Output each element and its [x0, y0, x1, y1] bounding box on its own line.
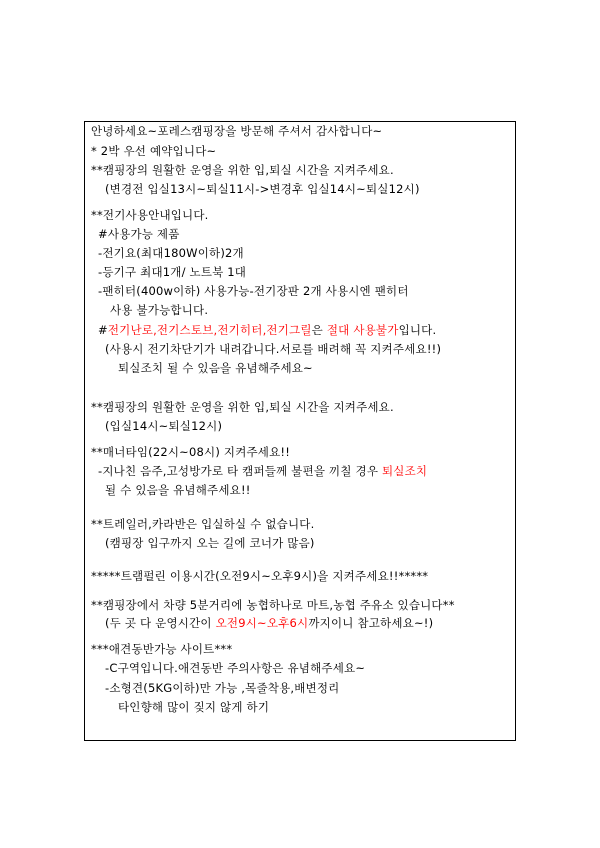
allowed-item-3-cont: 사용 불가능합니다. [110, 303, 209, 317]
hours-line [105, 615, 433, 631]
checkin-times: (입실14시~퇴실12시) [105, 419, 223, 433]
allowed-item-1: -전기요(최대180W이하)2개 [98, 246, 244, 260]
banned-prefix: # [98, 323, 108, 337]
hours-prefix: (두 곳 다 운영시간이 [105, 616, 216, 630]
banned-items: 전기난로,전기스토브,전기히터,전기그릴 [107, 323, 312, 337]
banned-items-line [98, 322, 436, 338]
pet-heading: ***애견동반가능 사이트*** [91, 642, 233, 656]
hours-suffix: 까지이니 참고하세요~!) [308, 616, 434, 630]
manner-detail-line [98, 463, 427, 479]
hours-red: 오전9시~오후6시 [215, 616, 309, 630]
trampoline-rule: *****트램펄린 이용시간(오전9시~오후9시)을 지켜주세요!!***** [91, 569, 429, 583]
reservation-note: * 2박 우선 예약입니다~ [91, 144, 217, 158]
checkin-change: (변경전 입실13시~퇴실11시->변경후 입실14시~퇴실12시) [105, 182, 420, 196]
nearby-info: **캠핑장에서 차량 5분거리에 농협하나로 마트,농협 주유소 있습니다** [91, 598, 455, 612]
allowed-item-2: -등기구 최대1개/ 노트북 1대 [98, 265, 247, 279]
banned-mid: 은 [311, 323, 327, 337]
allowed-item-3: -팬히터(400w이하) 사용가능-전기장판 2개 사용시엔 팬히터 [98, 284, 409, 298]
pet-item-2: -소형견(5KG이하)만 가능 ,목줄착용,배변정리 [105, 681, 340, 695]
trailer-reason: (캠핑장 입구까지 오는 길에 코너가 많음) [105, 536, 315, 550]
allowed-heading: #사용가능 제품 [98, 227, 180, 241]
eviction-note: 퇴실조치 될 수 있음을 유념해주세요~ [118, 361, 313, 375]
trailer-rule: **트레일러,카라반은 입실하실 수 없습니다. [91, 517, 315, 531]
manner-detail-prefix: -지나친 음주,고성방가로 타 캠퍼들께 불편을 끼칠 경우 [98, 464, 382, 478]
manner-detail-red: 퇴실조치 [382, 464, 428, 478]
banned-strong: 절대 사용불가 [326, 323, 399, 337]
manner-detail-cont: 될 수 있음을 유념해주세요!! [105, 483, 251, 497]
pet-item-1: -C구역입니다.애견동반 주의사항은 유념해주세요~ [105, 661, 366, 675]
pet-item-2-cont: 타인향해 많이 짖지 않게 하기 [118, 700, 270, 714]
banned-suffix: 입니다. [398, 323, 437, 337]
breaker-note: (사용시 전기차단기가 내려갑니다.서로를 배려해 꼭 지켜주세요!!) [105, 342, 442, 356]
electric-heading: **전기사용안내입니다. [91, 208, 209, 222]
greeting-text: 안녕하세요~포레스캠핑장을 방문해 주셔서 감사합니다~ [91, 124, 383, 138]
checkin-rule-2: **캠핑장의 원활한 운영을 위한 입,퇴실 시간을 지켜주세요. [91, 400, 394, 414]
manner-time: **매너타임(22시~08시) 지켜주세요!! [91, 445, 291, 459]
checkin-rule-1: **캠핑장의 원활한 운영을 위한 입,퇴실 시간을 지켜주세요. [91, 163, 394, 177]
